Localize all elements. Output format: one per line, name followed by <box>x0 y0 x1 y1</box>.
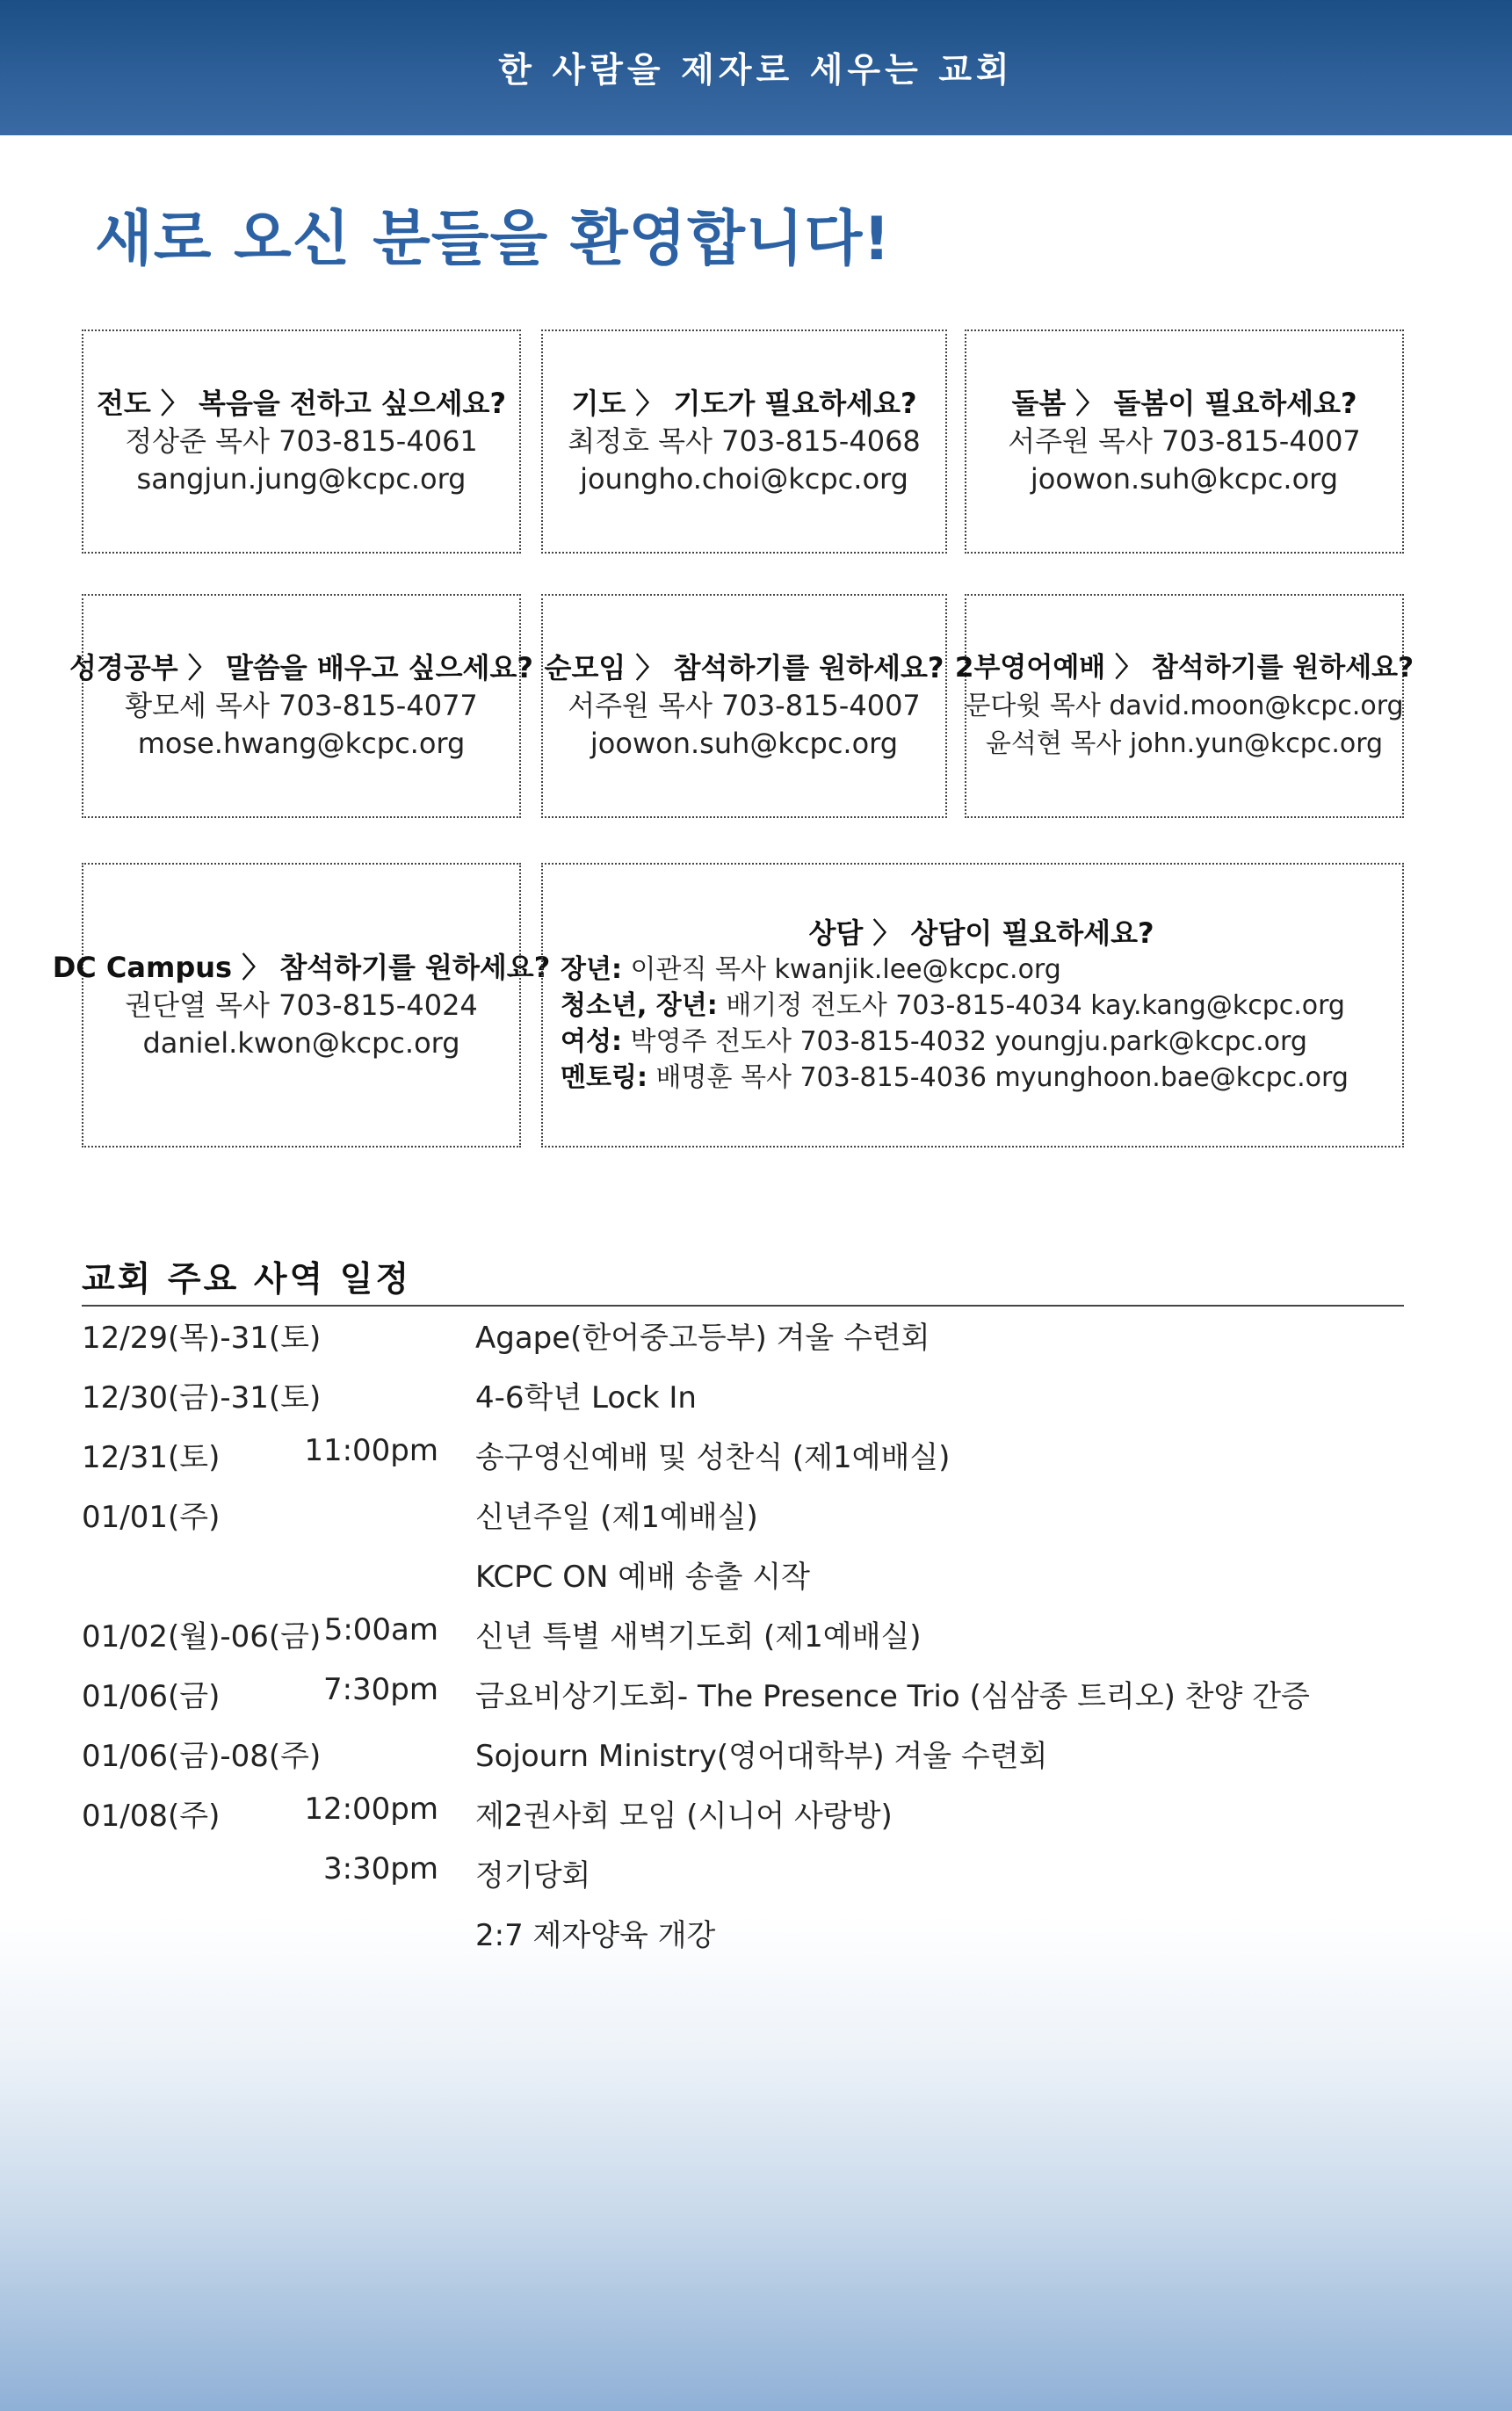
counseling-row <box>561 1060 1349 1096</box>
contact-box-english-service <box>954 594 1414 818</box>
contact-phone-line: 황모세 목사 703-815-4077 <box>125 689 478 722</box>
schedule-event: 2:7 제자양육 개강 <box>475 1918 716 1953</box>
counseling-label: 멘토링: <box>561 1061 647 1093</box>
schedule-time: 3:30pm <box>322 1851 438 1886</box>
counseling-label: 청소년, 장년: <box>561 989 718 1021</box>
schedule-event: 송구영신예배 및 성찬식 (제1예배실) <box>475 1440 951 1475</box>
counseling-label: 장년: <box>561 953 622 985</box>
counseling-text: 이관직 목사 kwanjik.lee@kcpc.org <box>630 953 1061 985</box>
contact-line-2: 윤석현 목사 john.yun@kcpc.org <box>985 728 1384 759</box>
schedule-event: 4-6학년 Lock In <box>475 1380 697 1415</box>
schedule-row <box>0 1672 1512 1716</box>
contact-email-line: joowon.suh@kcpc.org <box>590 727 899 760</box>
schedule-event: 제2권사회 모임 (시니어 사랑방) <box>475 1799 893 1834</box>
counseling-heading: 상담 〉 상담이 필요하세요? <box>808 916 1154 950</box>
schedule-time: 7:30pm <box>322 1672 438 1707</box>
schedule-row <box>0 1911 1512 1955</box>
schedule-event: KCPC ON 예배 송출 시작 <box>475 1560 810 1595</box>
contact-phone-line: 정상준 목사 703-815-4061 <box>125 424 478 458</box>
contact-phone-line: 서주원 목사 703-815-4007 <box>568 689 921 722</box>
contact-heading: 순모임 〉 참석하기를 원하세요? <box>544 651 944 684</box>
schedule-row <box>0 1732 1512 1776</box>
schedule-time: 12:00pm <box>304 1792 438 1827</box>
counseling-label: 여성: <box>561 1025 622 1057</box>
schedule-time: 11:00pm <box>304 1433 438 1468</box>
contact-box-bible-study <box>69 594 533 818</box>
contact-heading: 2부영어예배 〉 참석하기를 원하세요? <box>954 652 1414 684</box>
contact-box-small-group <box>541 594 947 818</box>
schedule-event: Agape(한어중고등부) 겨울 수련회 <box>475 1321 930 1356</box>
schedule-row <box>0 1373 1512 1417</box>
schedule-date: 01/06(금)-08(주) <box>82 1739 322 1774</box>
schedule-time: 5:00am <box>323 1612 438 1647</box>
contact-heading: DC Campus 〉 참석하기를 원하세요? <box>52 950 551 984</box>
header-banner <box>0 0 1512 135</box>
contact-email-line: sangjun.jung@kcpc.org <box>136 462 467 496</box>
counseling-text: 박영주 전도사 703-815-4032 youngju.park@kcpc.org <box>630 1025 1307 1057</box>
schedule-date: 01/08(주) <box>82 1799 221 1834</box>
schedule-title: 교회 주요 사역 일정 <box>82 1260 412 1300</box>
schedule-event: 금요비상기도회- The Presence Trio (심삼종 트리오) 찬양 간증 <box>475 1679 1310 1714</box>
schedule-row <box>0 1314 1512 1358</box>
contact-box-evangelism <box>82 329 521 554</box>
schedule-event: 신년 특별 새벽기도회 (제1예배실) <box>475 1619 922 1654</box>
contact-phone-line: 최정호 목사 703-815-4068 <box>568 424 921 458</box>
church-motto: 한 사람을 제자로 세우는 교회 <box>498 51 1014 91</box>
schedule-row <box>0 1851 1512 1895</box>
schedule-event: 정기당회 <box>475 1858 591 1893</box>
welcome-title: 새로 오신 분들을 환영합니다! <box>95 205 892 274</box>
contact-email-line: mose.hwang@kcpc.org <box>137 727 466 760</box>
schedule-date: 12/31(토) <box>82 1440 221 1475</box>
schedule-row <box>0 1493 1512 1537</box>
counseling-row <box>561 988 1345 1024</box>
contact-heading: 성경공부 〉 말씀을 배우고 싶으세요? <box>69 651 533 684</box>
contact-phone-line: 권단열 목사 703-815-4024 <box>125 988 478 1022</box>
contact-heading: 돌봄 〉 돌봄이 필요하세요? <box>1011 387 1357 420</box>
schedule-date: 12/29(목)-31(토) <box>82 1321 322 1356</box>
schedule-event: 신년주일 (제1예배실) <box>475 1500 758 1535</box>
contact-box-care <box>965 329 1404 554</box>
contact-box-dc-campus <box>52 863 551 1148</box>
schedule-date: 12/30(금)-31(토) <box>82 1380 322 1415</box>
schedule-event: Sojourn Ministry(영어대학부) 겨울 수련회 <box>475 1739 1048 1774</box>
contact-heading: 전도 〉 복음을 전하고 싶으세요? <box>96 387 507 420</box>
contact-email-line: joungho.choi@kcpc.org <box>580 462 908 496</box>
schedule-date: 01/06(금) <box>82 1679 221 1714</box>
contact-phone-line: 서주원 목사 703-815-4007 <box>1008 424 1361 458</box>
schedule-row <box>0 1612 1512 1656</box>
contact-email-line: daniel.kwon@kcpc.org <box>142 1025 460 1060</box>
contact-line-1: 문다윗 목사 david.moon@kcpc.org <box>965 691 1404 721</box>
schedule-row <box>0 1553 1512 1596</box>
counseling-text: 배기정 전도사 703-815-4034 kay.kang@kcpc.org <box>726 989 1345 1021</box>
contact-box-prayer <box>541 329 947 554</box>
schedule-date: 01/02(월)-06(금) <box>82 1619 322 1654</box>
contact-heading: 기도 〉 기도가 필요하세요? <box>571 387 917 420</box>
counseling-text: 배명훈 목사 703-815-4036 myunghoon.bae@kcpc.org <box>655 1061 1349 1093</box>
schedule-row <box>0 1792 1512 1835</box>
schedule-date: 01/01(주) <box>82 1500 221 1535</box>
contact-box-counseling <box>541 863 1404 1148</box>
contact-email-line: joowon.suh@kcpc.org <box>1030 462 1339 496</box>
counseling-row <box>561 952 1061 988</box>
schedule-divider <box>82 1305 1404 1307</box>
counseling-row <box>561 1024 1307 1060</box>
schedule-row <box>0 1433 1512 1477</box>
